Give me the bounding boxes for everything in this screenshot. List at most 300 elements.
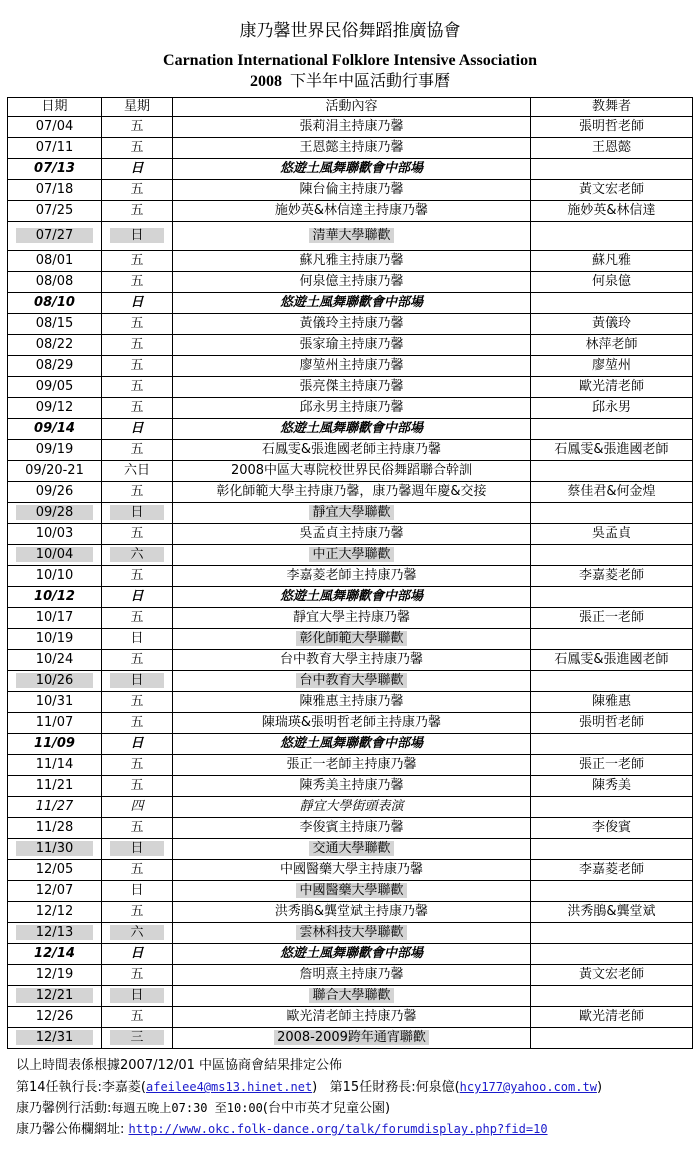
cell-weekday-text: 六日 [123,463,150,478]
cell-date-text: 10/10 [35,568,74,583]
cell-date-text: 09/20-21 [25,463,84,478]
cell-weekday [102,608,173,629]
cell-event-text: 中國醫藥大學主持康乃馨 [279,862,423,877]
cell-teacher-text: 石鳳雯&張進國老師 [554,652,669,667]
cell-date [8,251,102,272]
cell-event-text: 邱永男主持康乃馨 [299,400,404,415]
cell-event-text: 歐光清老師主持康乃馨 [286,1009,417,1024]
cell-teacher-text: 何泉億 [591,274,631,289]
cell-teacher-text: 陳秀美 [591,778,631,793]
regular-label: 康乃馨例行活動: [16,1101,112,1116]
cell-weekday [102,138,173,159]
cell-date [8,461,102,482]
cell-date [8,839,102,860]
cell-event [173,461,531,482]
table-row [8,1007,693,1028]
cell-teacher [531,461,693,482]
exec-label: 第14任執行長:李嘉菱( [16,1080,146,1095]
cell-teacher [531,629,693,650]
table-row [8,713,693,734]
cell-weekday [102,566,173,587]
cell-date-text: 10/04 [16,547,93,562]
cell-date [8,797,102,818]
cell-event-text: 聯合大學聯歡 [309,988,393,1003]
cell-event [173,629,531,650]
cell-teacher [531,860,693,881]
cell-date [8,650,102,671]
cell-teacher [531,1028,693,1049]
cell-date-text: 11/30 [16,841,93,856]
cell-weekday-text: 五 [130,379,144,394]
cell-date-text: 10/24 [35,652,74,667]
cell-weekday-text: 日 [110,841,163,856]
cell-weekday-text: 日 [110,228,163,243]
cell-date-text: 10/31 [35,694,74,709]
cell-weekday [102,1028,173,1049]
cell-date [8,482,102,503]
cell-event [173,713,531,734]
cell-weekday [102,944,173,965]
cell-teacher-text: 歐光清老師 [578,1009,644,1024]
cell-weekday [102,587,173,608]
cell-date-text: 12/26 [35,1009,74,1024]
cell-event-text: 悠遊土風舞聯歡會中部場 [279,421,423,436]
cell-event-text: 悠遊土風舞聯歡會中部場 [279,161,423,176]
title-english: Carnation International Folklore Intensive Association [163,52,537,69]
cell-weekday-text: 日 [130,421,144,436]
cell-event-text: 廖堃州主持康乃馨 [299,358,404,373]
table-row [8,251,693,272]
cell-event [173,671,531,692]
table-row [8,629,693,650]
cell-event [173,776,531,797]
table-row [8,335,693,356]
cell-weekday [102,755,173,776]
cell-event [173,117,531,138]
cell-weekday-text: 日 [130,736,144,751]
cell-teacher [531,902,693,923]
exec-close: ) [312,1080,318,1095]
cell-teacher-text: 邱永男 [591,400,631,415]
cell-date-text: 12/14 [34,946,75,961]
cell-event-text: 悠遊土風舞聯歡會中部場 [279,946,423,961]
cell-teacher [531,314,693,335]
cell-weekday-text: 五 [130,400,144,415]
cell-teacher-text: 蔡佳君&何金煌 [567,484,656,499]
cell-date [8,524,102,545]
cell-weekday [102,398,173,419]
cell-event [173,860,531,881]
cell-event [173,797,531,818]
schedule-subtitle [0,72,700,92]
table-row [8,524,693,545]
table-row [8,860,693,881]
cell-teacher-text: 蘇凡雅 [591,253,631,268]
cell-weekday-text: 四 [130,799,144,814]
cell-date-text: 08/22 [35,337,74,352]
table-row [8,923,693,944]
cell-date [8,159,102,180]
cell-teacher [531,545,693,566]
cell-weekday-text: 五 [130,358,144,373]
table-row [8,398,693,419]
cell-weekday [102,545,173,566]
footer-contacts [16,1078,602,1097]
cell-event [173,377,531,398]
board-url-link[interactable]: http://www.okc.folk-dance.org/talk/forumdisplay.php?fid=10 [128,1122,548,1136]
treasurer-label: 第15任財務長:何泉億( [329,1080,460,1095]
cell-teacher [531,293,693,314]
cell-teacher [531,180,693,201]
cell-date-text: 10/19 [35,631,74,646]
cell-weekday-text: 日 [110,505,163,520]
table-row [8,818,693,839]
cell-weekday-text: 五 [130,316,144,331]
column-header-weekday: 星期 [102,98,173,117]
cell-weekday-text: 五 [130,526,144,541]
cell-event-text: 洪秀鵑&龔堂斌主持康乃馨 [274,904,429,919]
cell-teacher-text: 洪秀鵑&龔堂斌 [567,904,656,919]
cell-teacher [531,201,693,222]
cell-weekday [102,692,173,713]
cell-weekday-text: 五 [130,778,144,793]
cell-date [8,1007,102,1028]
cell-event-text: 悠遊土風舞聯歡會中部場 [279,589,423,604]
cell-teacher [531,755,693,776]
cell-date [8,419,102,440]
cell-date-text: 12/05 [35,862,74,877]
cell-teacher [531,440,693,461]
footer-board [16,1120,548,1139]
schedule-table [7,97,693,1049]
cell-weekday [102,356,173,377]
cell-date [8,587,102,608]
cell-event-text: 王恩懿主持康乃馨 [299,140,404,155]
cell-weekday [102,440,173,461]
cell-weekday [102,503,173,524]
cell-teacher [531,272,693,293]
cell-teacher [531,608,693,629]
cell-teacher [531,503,693,524]
cell-teacher-text: 廖堃州 [591,358,631,373]
cell-teacher-text: 林萍老師 [585,337,638,352]
cell-weekday-text: 五 [130,337,144,352]
cell-event-text: 張正一老師主持康乃馨 [286,757,417,772]
cell-event [173,524,531,545]
cell-event-text: 彰化師範大學主持康乃馨，康乃馨週年慶&交接 [216,484,487,499]
cell-date [8,545,102,566]
cell-weekday-text: 五 [130,568,144,583]
table-row [8,180,693,201]
cell-date-text: 07/18 [35,182,74,197]
cell-date-text: 09/14 [34,421,75,436]
cell-event-text: 中正大學聯歡 [309,547,393,562]
cell-teacher-text: 黃文宏老師 [578,182,644,197]
cell-weekday [102,314,173,335]
cell-teacher [531,356,693,377]
cell-teacher [531,713,693,734]
table-row [8,650,693,671]
cell-event [173,398,531,419]
cell-event [173,734,531,755]
cell-weekday [102,860,173,881]
cell-event-text: 陳台倫主持康乃馨 [299,182,404,197]
cell-weekday-text: 五 [130,610,144,625]
cell-event [173,923,531,944]
cell-event [173,440,531,461]
cell-date-text: 10/03 [35,526,74,541]
cell-date-text: 07/04 [35,119,74,134]
cell-event [173,1007,531,1028]
cell-weekday-text: 日 [130,589,144,604]
cell-date [8,734,102,755]
cell-weekday-text: 日 [130,161,144,176]
cell-weekday [102,986,173,1007]
title-chinese: 康乃馨世界民俗舞蹈推廣協會 [239,21,461,41]
cell-event-text: 彰化師範大學聯歡 [296,631,406,646]
cell-date [8,335,102,356]
cell-date [8,776,102,797]
cell-event [173,222,531,251]
cell-event-text: 何泉億主持康乃馨 [299,274,404,289]
cell-teacher [531,398,693,419]
table-row [8,839,693,860]
cell-weekday-text: 五 [130,757,144,772]
cell-teacher [531,1007,693,1028]
cell-date-text: 12/19 [35,967,74,982]
cell-event-text: 雲林科技大學聯歡 [296,925,406,940]
table-row [8,545,693,566]
cell-teacher [531,944,693,965]
cell-date [8,1028,102,1049]
table-row [8,776,693,797]
cell-date-text: 09/26 [35,484,74,499]
cell-date [8,356,102,377]
cell-date [8,314,102,335]
cell-date-text: 12/12 [35,904,74,919]
cell-event-text: 黃儀玲主持康乃馨 [299,316,404,331]
cell-event [173,965,531,986]
cell-teacher [531,222,693,251]
cell-event-text: 2008中區大專院校世界民俗舞蹈聯合幹訓 [230,463,473,478]
cell-weekday-text: 五 [130,904,144,919]
cell-event [173,335,531,356]
cell-event-text: 石鳳雯&張進國老師主持康乃馨 [261,442,442,457]
cell-weekday-text: 五 [130,253,144,268]
cell-teacher-text: 李嘉菱老師 [578,568,644,583]
cell-event [173,566,531,587]
table-row [8,138,693,159]
cell-date [8,566,102,587]
table-row [8,440,693,461]
cell-event-text: 李嘉菱老師主持康乃馨 [286,568,417,583]
cell-event [173,159,531,180]
exec-email-link[interactable]: afeilee4@ms13.hinet.net [146,1080,313,1094]
cell-weekday [102,377,173,398]
cell-event-text: 陳雅惠主持康乃馨 [299,694,404,709]
cell-weekday [102,965,173,986]
cell-weekday-text: 五 [130,442,144,457]
cell-weekday [102,201,173,222]
cell-event [173,545,531,566]
table-header-row [8,98,693,117]
cell-weekday [102,461,173,482]
cell-weekday [102,117,173,138]
cell-event [173,293,531,314]
table-row [8,881,693,902]
cell-date [8,398,102,419]
cell-event-text: 吳孟貞主持康乃馨 [299,526,404,541]
cell-date-text: 11/07 [35,715,74,730]
table-row [8,314,693,335]
cell-weekday [102,251,173,272]
cell-weekday [102,902,173,923]
cell-date [8,272,102,293]
cell-event-text: 靜宜大學街頭表演 [299,799,404,814]
cell-date-text: 11/27 [35,799,74,814]
cell-date-text: 09/28 [16,505,93,520]
cell-event [173,1028,531,1049]
cell-weekday [102,797,173,818]
cell-weekday-text: 日 [110,988,163,1003]
cell-event-text: 詹明熹主持康乃馨 [299,967,404,982]
cell-teacher-text: 吳孟貞 [591,526,631,541]
cell-teacher [531,482,693,503]
cell-teacher [531,138,693,159]
cell-teacher [531,335,693,356]
cell-event [173,881,531,902]
cell-event-text: 靜宜大學聯歡 [309,505,393,520]
cell-teacher-text: 黃儀玲 [591,316,631,331]
cell-teacher [531,251,693,272]
table-row [8,944,693,965]
cell-event [173,587,531,608]
table-row [8,482,693,503]
cell-event [173,944,531,965]
cell-event-text: 張家瑜主持康乃馨 [299,337,404,352]
table-row [8,377,693,398]
cell-date [8,222,102,251]
cell-weekday-text: 三 [110,1030,163,1045]
cell-event-text: 台中教育大學主持康乃馨 [279,652,423,667]
table-row [8,1028,693,1049]
cell-date-text: 10/17 [35,610,74,625]
cell-weekday-text: 六 [110,925,163,940]
cell-weekday-text: 五 [130,140,144,155]
cell-date [8,986,102,1007]
table-row [8,692,693,713]
cell-event [173,356,531,377]
cell-teacher [531,692,693,713]
table-row [8,503,693,524]
table-row [8,293,693,314]
cell-event-text: 交通大學聯歡 [309,841,393,856]
treasurer-email-link[interactable]: hcy177@yahoo.com.tw [459,1080,597,1094]
cell-teacher-text: 黃文宏老師 [578,967,644,982]
table-row [8,608,693,629]
cell-date [8,944,102,965]
cell-date [8,923,102,944]
cell-weekday [102,839,173,860]
cell-teacher-text: 施妙英&林信達 [567,203,656,218]
table-row [8,356,693,377]
cell-teacher [531,734,693,755]
cell-event [173,818,531,839]
table-row [8,986,693,1007]
cell-date-text: 08/08 [35,274,74,289]
cell-teacher-text: 張正一老師 [578,610,644,625]
cell-weekday [102,881,173,902]
cell-weekday-text: 五 [130,119,144,134]
cell-teacher [531,797,693,818]
schedule-year: 2008 [249,73,282,90]
column-header-date: 日期 [8,98,102,117]
cell-event [173,201,531,222]
cell-weekday-text: 五 [130,1009,144,1024]
cell-date [8,629,102,650]
cell-date-text: 11/21 [35,778,74,793]
cell-date-text: 11/28 [35,820,74,835]
cell-teacher-text: 李嘉菱老師 [578,862,644,877]
table-row [8,117,693,138]
cell-event-text: 陳秀美主持康乃馨 [299,778,404,793]
regular-time: 每週五晚上07:30 至10:00 [111,1101,263,1115]
cell-teacher-text: 張正一老師 [578,757,644,772]
table-row [8,671,693,692]
cell-teacher [531,965,693,986]
cell-date-text: 10/26 [16,673,93,688]
cell-teacher-text: 歐光清老師 [578,379,644,394]
cell-date [8,671,102,692]
cell-weekday-text: 五 [130,862,144,877]
cell-weekday [102,482,173,503]
cell-event [173,692,531,713]
cell-date-text: 09/19 [35,442,74,457]
cell-weekday-text: 日 [110,673,163,688]
cell-date [8,201,102,222]
table-row [8,201,693,222]
cell-weekday [102,1007,173,1028]
cell-event-text: 陳瑞瑛&張明哲老師主持康乃馨 [261,715,442,730]
cell-weekday [102,222,173,251]
cell-event-text: 李俊賓主持康乃馨 [299,820,404,835]
table-row [8,797,693,818]
table-row [8,222,693,251]
cell-teacher-text: 李俊賓 [591,820,631,835]
cell-weekday-text: 日 [130,946,144,961]
cell-weekday-text: 五 [130,274,144,289]
cell-date-text: 11/14 [35,757,74,772]
cell-weekday [102,293,173,314]
cell-date [8,117,102,138]
cell-event [173,251,531,272]
cell-date [8,180,102,201]
cell-date-text: 09/05 [35,379,74,394]
cell-date [8,860,102,881]
cell-event-text: 悠遊土風舞聯歡會中部場 [279,295,423,310]
cell-weekday-text: 日 [130,295,144,310]
cell-event-text: 張亮傑主持康乃馨 [299,379,404,394]
cell-weekday [102,272,173,293]
cell-date-text: 08/10 [34,295,75,310]
cell-event-text: 施妙英&林信達主持康乃馨 [274,203,429,218]
cell-teacher-text: 石鳳雯&張進國老師 [554,442,669,457]
cell-event-text: 蘇凡雅主持康乃馨 [299,253,404,268]
cell-weekday-text: 五 [130,967,144,982]
cell-event-text: 張莉涓主持康乃馨 [299,119,404,134]
cell-weekday [102,419,173,440]
cell-teacher [531,776,693,797]
